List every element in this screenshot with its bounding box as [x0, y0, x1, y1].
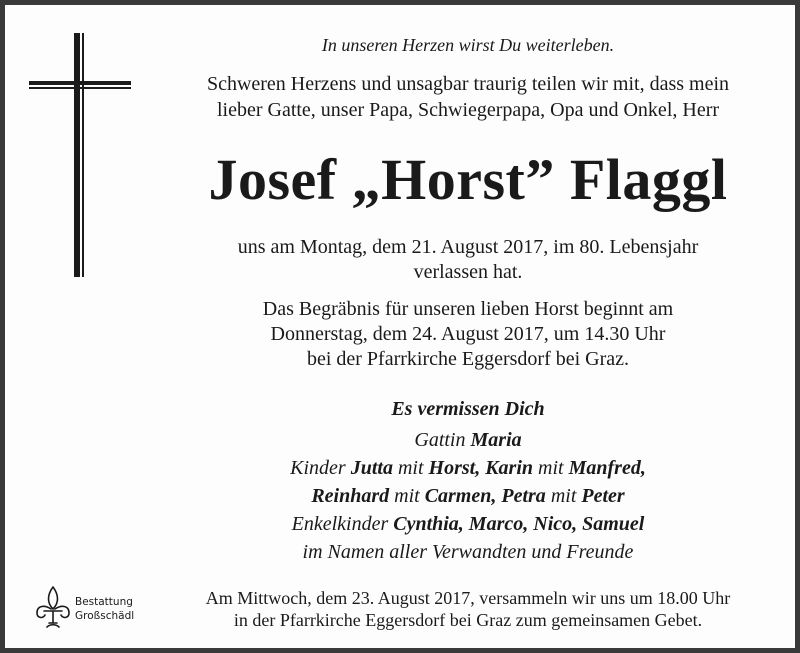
funeral-line: Donnerstag, dem 24. August 2017, um 14.30 Uhr [270, 323, 666, 345]
motto: In unseren Herzen wirst Du weiterleben. [321, 35, 615, 55]
prayer-notice [145, 587, 791, 631]
partner-name: Manfred, [568, 457, 646, 479]
funeral-info [145, 297, 791, 372]
grandchildren-names: Cynthia, Marco, Nico, Samuel [393, 513, 645, 535]
mourners-heading: Es vermissen Dich [391, 398, 545, 420]
children-label: Kinder [290, 457, 346, 479]
grandchildren-line [145, 510, 791, 538]
deceased-name: Josef „Horst” Flaggl [208, 147, 728, 212]
partner-name: Horst, [428, 457, 481, 479]
logo-text [75, 595, 134, 623]
funeral-home-logo [33, 583, 153, 633]
intro-line: Schweren Herzens und unsagbar traurig teilen wir mit, dass mein [206, 73, 730, 95]
death-line: verlassen hat. [413, 261, 523, 283]
prayer-line: Am Mittwoch, dem 23. August 2017, versammeln wir uns um 18.00 Uhr [205, 588, 731, 608]
death-line: uns am Montag, dem 21. August 2017, im 80. Lebensjahr [237, 236, 699, 258]
wife-name: Maria [470, 429, 522, 451]
intro-text [145, 71, 791, 123]
logo-line-1: Bestattung [75, 596, 133, 608]
grandchildren-label: Enkelkinder [291, 513, 389, 535]
cross-icon [25, 29, 135, 279]
with-word: mit [550, 485, 577, 507]
with-word: mit [538, 457, 564, 479]
wife-label: Gattin [414, 429, 466, 451]
children-line-1 [145, 454, 791, 482]
with-word: mit [397, 457, 424, 479]
fleur-de-lis-icon [33, 583, 73, 629]
child-name: Jutta [350, 457, 393, 479]
wife-line [145, 426, 791, 454]
child-name: Reinhard [311, 485, 390, 507]
intro-line: lieber Gatte, unser Papa, Schwiegerpapa, Opa und Onkel, Herr [216, 99, 720, 121]
child-name: Petra [501, 485, 546, 507]
with-word: mit [394, 485, 420, 507]
funeral-line: bei der Pfarrkirche Eggersdorf bei Graz. [306, 348, 630, 370]
partner-name: Peter [581, 485, 625, 507]
logo-line-2: Großschädl [75, 610, 135, 622]
funeral-line: Das Begräbnis für unseren lieben Horst beginnt am [262, 298, 674, 320]
child-name: Karin [485, 457, 534, 479]
prayer-line: in der Pfarrkirche Eggersdorf bei Graz zum gemeinsamen Gebet. [233, 610, 703, 630]
closing-line: im Namen aller Verwandten und Freunde [302, 541, 634, 563]
partner-name: Carmen, [424, 485, 497, 507]
children-line-2 [145, 482, 791, 510]
death-notice [145, 235, 791, 285]
mourners-list [145, 395, 791, 566]
